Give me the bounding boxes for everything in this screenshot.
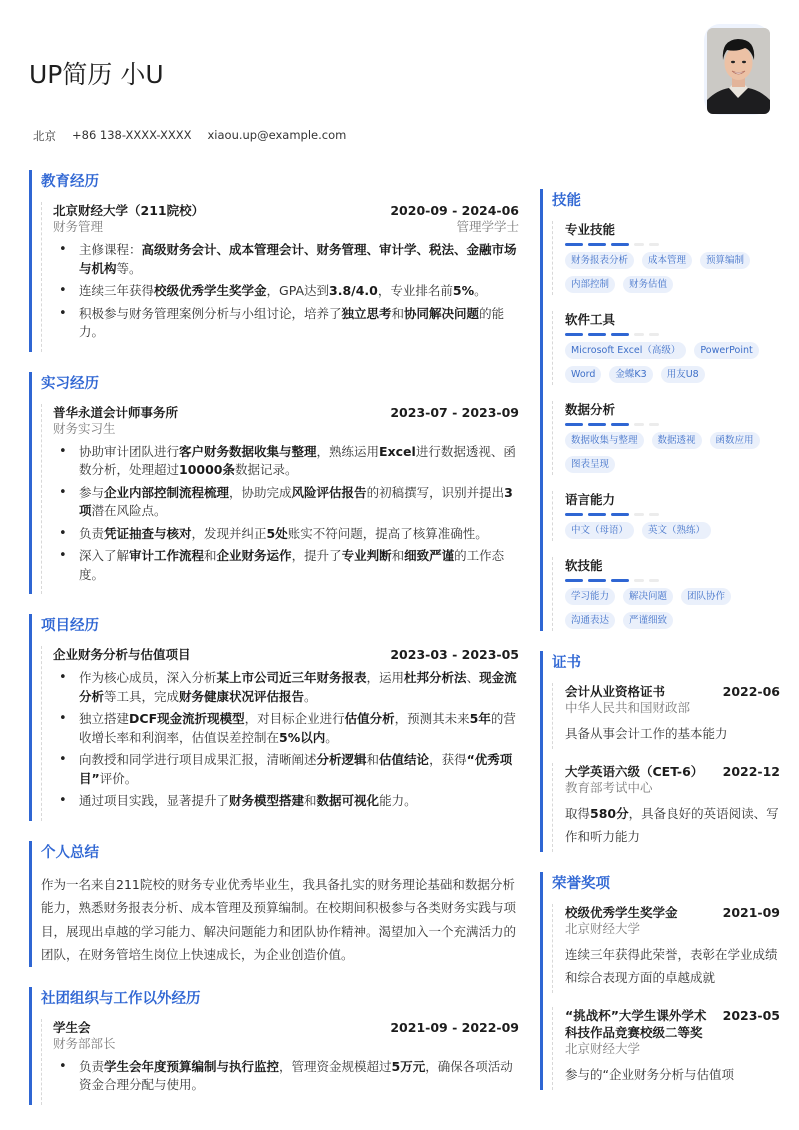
section-title: 荣誉奖项 bbox=[552, 876, 610, 892]
skill-tag: 财务估值 bbox=[623, 276, 673, 293]
bullet-list bbox=[53, 241, 519, 342]
skill-tag: 严谨细致 bbox=[623, 612, 673, 629]
section-title: 社团组织与工作以外经历 bbox=[41, 990, 201, 1007]
skill-group bbox=[552, 557, 780, 631]
item-title: 大学英语六级（CET-6） bbox=[565, 764, 704, 779]
avatar-photo-icon bbox=[707, 28, 770, 114]
contact-phone[interactable]: +86 138-XXXX-XXXX bbox=[72, 128, 192, 142]
list-item bbox=[552, 763, 780, 852]
item-date: 2022-06 bbox=[722, 684, 780, 699]
item-description: 参与的“企业财务分析与估值项 bbox=[565, 1067, 734, 1082]
role: 财务实习生 bbox=[53, 420, 116, 436]
skill-tag: 成本管理 bbox=[642, 252, 692, 269]
skill-tag: 预算编制 bbox=[700, 252, 750, 269]
contact-email[interactable]: xiaou.up@example.com bbox=[207, 128, 347, 142]
skill-tag: 数据收集与整理 bbox=[565, 432, 644, 449]
skill-level-bar bbox=[565, 513, 780, 516]
skill-group-name: 软件工具 bbox=[565, 312, 616, 327]
skill-tag: 中文（母语） bbox=[565, 522, 634, 539]
major: 财务管理 bbox=[53, 219, 104, 234]
skill-group-name: 语言能力 bbox=[565, 492, 616, 507]
bullet-item: • 负责学生会年度预算编制与执行监控，管理资金规模超过5万元，确保各项活动资金合理分配与使用。 bbox=[53, 1058, 519, 1095]
list-item bbox=[552, 904, 780, 993]
skill-group-name: 专业技能 bbox=[565, 222, 616, 237]
bullet-item: • 作为核心成员，深入分析某上市公司近三年财务报表，运用杜邦分析法、现金流分析等工具，完成财务健康状况评估报告。 bbox=[53, 669, 519, 706]
list-item bbox=[552, 1007, 780, 1090]
skill-group bbox=[552, 221, 780, 295]
skill-tag: PowerPoint bbox=[694, 342, 758, 359]
skill-tag: 团队协作 bbox=[681, 588, 731, 605]
date-range: 2023-03 - 2023-05 bbox=[390, 647, 519, 662]
left-column bbox=[29, 170, 519, 1125]
skill-tag: 财务报表分析 bbox=[565, 252, 634, 269]
right-column bbox=[540, 189, 780, 1110]
item-issuer: 北京财经大学 bbox=[565, 921, 641, 936]
bullet-list bbox=[53, 443, 519, 585]
bullet-item: • 连续三年获得校级优秀学生奖学金，GPA达到3.8/4.0，专业排名前5%。 bbox=[53, 282, 519, 301]
certificate-list bbox=[552, 683, 780, 852]
skill-level-bar bbox=[565, 423, 780, 426]
award-list bbox=[552, 904, 780, 1090]
school-name: 北京财经大学（211院校） bbox=[53, 203, 205, 218]
item-description: 连续三年获得此荣誉，表彰在学业成绩和综合表现方面的卓越成就 bbox=[565, 947, 778, 985]
skill-group-name: 数据分析 bbox=[565, 402, 616, 417]
company-name: 普华永道会计师事务所 bbox=[53, 404, 179, 420]
activities-section bbox=[29, 987, 519, 1105]
skill-tag: 内部控制 bbox=[565, 276, 615, 293]
skill-group-name: 软技能 bbox=[565, 558, 603, 573]
section-title: 证书 bbox=[552, 655, 581, 671]
bullet-item: • 通过项目实践，显著提升了财务模型搭建和数据可视化能力。 bbox=[53, 792, 519, 811]
bullet-list bbox=[53, 669, 519, 811]
skill-tag: 解决问题 bbox=[623, 588, 673, 605]
item-issuer: 教育部考试中心 bbox=[565, 780, 653, 795]
internship-entry bbox=[41, 404, 519, 595]
bullet-item: • 独立搭建DCF现金流折现模型，对目标企业进行估值分析，预测其未来5年的营收增长率和利润率，估值误差控制在5%以内。 bbox=[53, 710, 519, 747]
skill-tag: 学习能力 bbox=[565, 588, 615, 605]
item-title: 校级优秀学生奖学金 bbox=[565, 905, 678, 920]
org-name: 学生会 bbox=[53, 1019, 91, 1035]
date-range: 2023-07 - 2023-09 bbox=[390, 404, 519, 420]
contact-city: 北京 bbox=[33, 129, 56, 143]
skill-level-bar bbox=[565, 333, 780, 336]
skill-tag: Word bbox=[565, 366, 601, 383]
date-range: 2021-09 - 2022-09 bbox=[390, 1019, 519, 1035]
item-date: 2021-09 bbox=[722, 905, 780, 920]
skill-tag: 英文（熟练） bbox=[642, 522, 711, 539]
section-title: 个人总结 bbox=[41, 844, 99, 861]
skill-tag: 图表呈现 bbox=[565, 456, 615, 473]
item-date: 2022-12 bbox=[722, 764, 780, 779]
skill-tag: Microsoft Excel（高级） bbox=[565, 342, 686, 359]
bullet-item: • 主修课程：高级财务会计、成本管理会计、财务管理、审计学、税法、金融市场与机构等。 bbox=[53, 241, 519, 278]
role: 财务部部长 bbox=[53, 1035, 116, 1051]
project-name: 企业财务分析与估值项目 bbox=[53, 647, 191, 662]
skill-tag: 数据透视 bbox=[652, 432, 702, 449]
list-item bbox=[552, 683, 780, 749]
item-date: 2023-05 bbox=[722, 1008, 780, 1023]
degree: 管理学学士 bbox=[456, 219, 519, 234]
item-description: 取得580分，具备良好的英语阅读、写作和听力能力 bbox=[565, 806, 779, 844]
awards-section bbox=[540, 872, 780, 1090]
item-description: 具备从事会计工作的基本能力 bbox=[565, 726, 728, 741]
skill-groups bbox=[552, 221, 780, 631]
section-title: 教育经历 bbox=[41, 174, 99, 190]
bullet-item: • 参与企业内部控制流程梳理，协助完成风险评估报告的初稿撰写，识别并提出3项潜在风险点。 bbox=[53, 484, 519, 521]
skill-group bbox=[552, 491, 780, 541]
certificates-section bbox=[540, 651, 780, 852]
bullet-item: • 协助审计团队进行客户财务数据收集与整理，熟练运用Excel进行数据透视、函数分析，处理超过10000条数据记录。 bbox=[53, 443, 519, 480]
education-section bbox=[29, 170, 519, 352]
projects-section bbox=[29, 614, 519, 821]
bullet-item: • 负责凭证抽查与核对，发现并纠正5处账实不符问题，提高了核算准确性。 bbox=[53, 525, 519, 544]
skill-tag: 函数应用 bbox=[710, 432, 760, 449]
contact-info bbox=[33, 128, 346, 144]
summary-section bbox=[29, 841, 519, 967]
bullet-item: • 向教授和同学进行项目成果汇报，清晰阐述分析逻辑和估值结论，获得“优秀项目”评价。 bbox=[53, 751, 519, 788]
internship-section bbox=[29, 372, 519, 595]
activity-entry bbox=[41, 1019, 519, 1105]
skill-level-bar bbox=[565, 243, 780, 246]
bullet-item: • 积极参与财务管理案例分析与小组讨论，培养了独立思考和协同解决问题的能力。 bbox=[53, 305, 519, 342]
item-issuer: 中华人民共和国财政部 bbox=[565, 700, 691, 715]
resume-name: UP简历 小U bbox=[29, 60, 164, 89]
item-title: “挑战杯”大学生课外学术科技作品竞赛校级二等奖 bbox=[565, 1008, 707, 1040]
avatar bbox=[707, 28, 770, 114]
skill-tag: 用友U8 bbox=[661, 366, 705, 383]
date-range: 2020-09 - 2024-06 bbox=[390, 203, 519, 218]
section-title: 实习经历 bbox=[41, 375, 99, 392]
project-entry bbox=[41, 646, 519, 821]
section-title: 项目经历 bbox=[41, 618, 99, 634]
item-issuer: 北京财经大学 bbox=[565, 1041, 641, 1056]
bullet-item: • 深入了解审计工作流程和企业财务运作，提升了专业判断和细致严谨的工作态度。 bbox=[53, 547, 519, 584]
item-title: 会计从业资格证书 bbox=[565, 684, 666, 699]
education-entry bbox=[41, 202, 519, 352]
skills-section bbox=[540, 189, 780, 631]
skill-group bbox=[552, 311, 780, 385]
skill-level-bar bbox=[565, 579, 780, 582]
summary-text: 作为一名来自211院校的财务专业优秀毕业生，我具备扎实的财务理论基础和数据分析能力，熟悉财务报表分析、成本管理及预算编制。在校期间积极参与各类财务实践与项目，展现出卓越的学习能力、解决问题能力和团队协作精神。渴望加入一个充满活力的团队，在财务管培生岗位上快速成长，为企业创造价值。 bbox=[41, 876, 517, 962]
section-title: 技能 bbox=[552, 193, 581, 209]
bullet-list bbox=[53, 1058, 519, 1095]
skill-tag: 沟通表达 bbox=[565, 612, 615, 629]
skill-tag: 金蝶K3 bbox=[609, 366, 652, 383]
skill-group bbox=[552, 401, 780, 475]
